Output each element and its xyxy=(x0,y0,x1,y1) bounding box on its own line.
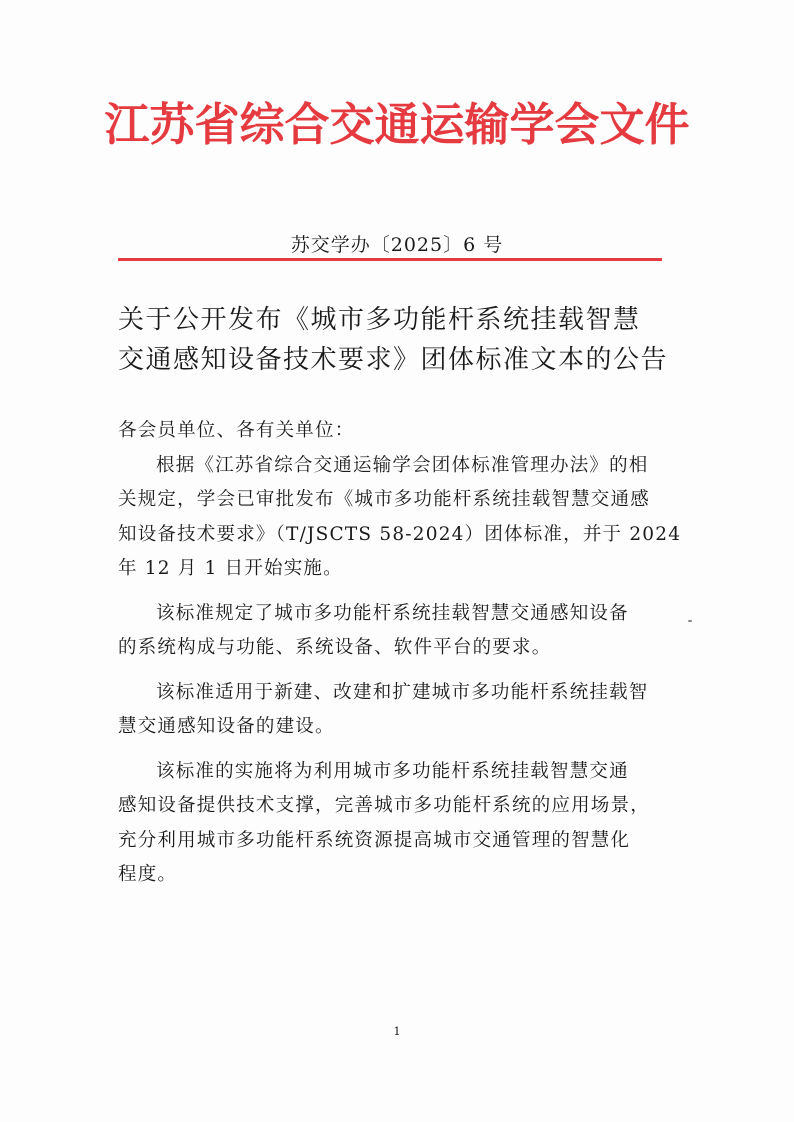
paragraph-2 xyxy=(118,597,678,666)
paragraph-line: 该标准的实施将为利用城市多功能杆系统挂载智慧交通 xyxy=(156,760,629,782)
paragraph-line: 的系统构成与功能、系统设备、软件平台的要求。 xyxy=(118,637,552,658)
red-divider-line xyxy=(118,258,662,261)
paragraph-line: 充分利用城市多功能杆系统资源提高城市交通管理的智慧化 xyxy=(118,829,631,851)
paragraph-line: 知设备技术要求》（T/JSCTS 58-2024）团体标准，并于 2024 xyxy=(118,523,682,545)
paragraph-3 xyxy=(118,676,678,745)
paragraph-4 xyxy=(118,755,678,893)
page-number: 1 xyxy=(393,1025,401,1038)
paragraph-line: 该标准适用于新建、改建和扩建城市多功能杆系统挂载智 xyxy=(156,681,649,703)
notice-title-line-1: 关于公开发布《城市多功能杆系统挂载智慧 xyxy=(118,305,641,335)
paragraph-line: 感知设备提供技术支撑，完善城市多功能杆系统的应用场景， xyxy=(118,795,650,816)
notice-body xyxy=(118,414,682,893)
red-header-title: 江苏省综合交通运输学会文件 xyxy=(104,98,690,151)
paragraph-line: 年 12 月 1 日开始实施。 xyxy=(118,558,343,579)
paragraph-line: 关规定，学会已审批发布《城市多功能杆系统挂载智慧交通感 xyxy=(118,489,650,510)
paragraph-line: 该标准规定了城市多功能杆系统挂载智慧交通感知设备 xyxy=(156,602,629,624)
document-number: 苏交学办〔2025〕6 号 xyxy=(290,234,504,256)
paragraph-line: 慧交通感知设备的建设。 xyxy=(118,716,335,737)
scan-speck xyxy=(688,620,692,622)
paragraph-line: 程度。 xyxy=(118,864,178,885)
paragraph-line: 根据《江苏省综合交通运输学会团体标准管理办法》的相 xyxy=(156,454,649,476)
paragraph-1 xyxy=(118,449,682,587)
salutation: 各会员单位、各有关单位： xyxy=(118,420,355,441)
notice-title-line-2: 交通感知设备技术要求》团体标准文本的公告 xyxy=(118,345,669,375)
notice-title xyxy=(118,300,678,380)
